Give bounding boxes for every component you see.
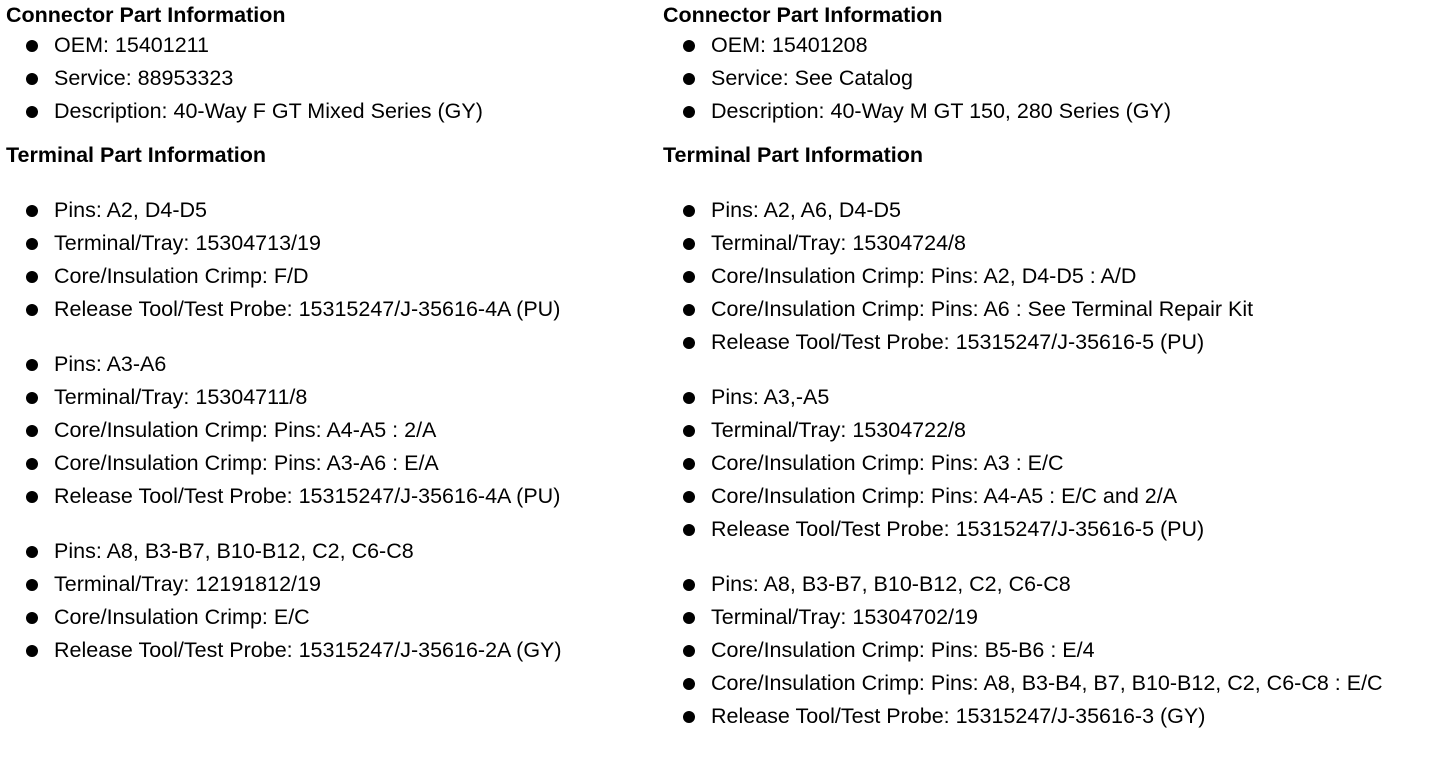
terminal-tray: Terminal/Tray: 15304711/8 (6, 381, 656, 414)
connector-part-information-heading: Connector Part Information (663, 3, 943, 27)
connector-service: Service: 88953323 (6, 62, 656, 95)
connector-oem: OEM: 15401211 (6, 29, 656, 62)
terminal-groups (6, 194, 656, 667)
terminal-crimp: Core/Insulation Crimp: Pins: B5-B6 : E/4 (663, 634, 1453, 667)
terminal-pins: Pins: A3,-A5 (663, 381, 1453, 414)
terminal-tray: Terminal/Tray: 15304724/8 (663, 227, 1453, 260)
terminal-crimp: Core/Insulation Crimp: Pins: A2, D4-D5 : A/D (663, 260, 1453, 293)
terminal-pins: Pins: A8, B3-B7, B10-B12, C2, C6-C8 (6, 535, 656, 568)
terminal-crimp: Core/Insulation Crimp: Pins: A4-A5 : E/C and 2/A (663, 480, 1453, 513)
terminal-part-information-heading: Terminal Part Information (6, 143, 267, 167)
terminal-pins: Pins: A2, A6, D4-D5 (663, 194, 1453, 227)
terminal-group (663, 568, 1453, 733)
terminal-crimp: Core/Insulation Crimp: Pins: A8, B3-B4, B7, B10-B12, C2, C6-C8 : E/C (663, 667, 1441, 700)
terminal-release-tool: Release Tool/Test Probe: 15315247/J-35616-4A (PU) (6, 293, 656, 326)
right-column (663, 0, 1453, 733)
terminal-group (6, 348, 656, 513)
connector-info-list (6, 29, 656, 128)
terminal-part-information-heading: Terminal Part Information (663, 143, 924, 167)
terminal-release-tool: Release Tool/Test Probe: 15315247/J-35616-2A (GY) (6, 634, 594, 667)
terminal-release-tool: Release Tool/Test Probe: 15315247/J-35616-4A (PU) (6, 480, 656, 513)
connector-description: Description: 40-Way F GT Mixed Series (GY) (6, 95, 656, 128)
terminal-pins: Pins: A3-A6 (6, 348, 656, 381)
terminal-release-tool: Release Tool/Test Probe: 15315247/J-35616-5 (PU) (663, 513, 1453, 546)
terminal-tray: Terminal/Tray: 12191812/19 (6, 568, 656, 601)
connector-info-list (663, 29, 1453, 128)
terminal-crimp: Core/Insulation Crimp: Pins: A6 : See Terminal Repair Kit (663, 293, 1453, 326)
terminal-tray: Terminal/Tray: 15304722/8 (663, 414, 1453, 447)
connector-part-information-heading: Connector Part Information (6, 3, 286, 27)
connector-description: Description: 40-Way M GT 150, 280 Series (GY) (663, 95, 1453, 128)
terminal-pins: Pins: A2, D4-D5 (6, 194, 656, 227)
terminal-release-tool: Release Tool/Test Probe: 15315247/J-35616-3 (GY) (663, 700, 1453, 733)
terminal-group (663, 381, 1453, 546)
left-column (6, 0, 656, 667)
terminal-tray: Terminal/Tray: 15304702/19 (663, 601, 1453, 634)
terminal-crimp: Core/Insulation Crimp: E/C (6, 601, 656, 634)
terminal-crimp: Core/Insulation Crimp: F/D (6, 260, 656, 293)
terminal-groups (663, 194, 1453, 733)
connector-oem: OEM: 15401208 (663, 29, 1453, 62)
terminal-tray: Terminal/Tray: 15304713/19 (6, 227, 656, 260)
terminal-crimp: Core/Insulation Crimp: Pins: A4-A5 : 2/A (6, 414, 656, 447)
terminal-crimp: Core/Insulation Crimp: Pins: A3-A6 : E/A (6, 447, 656, 480)
terminal-group (663, 194, 1453, 359)
terminal-release-tool: Release Tool/Test Probe: 15315247/J-35616-5 (PU) (663, 326, 1453, 359)
terminal-crimp: Core/Insulation Crimp: Pins: A3 : E/C (663, 447, 1453, 480)
connector-service: Service: See Catalog (663, 62, 1453, 95)
terminal-group (6, 194, 656, 326)
terminal-group (6, 535, 656, 667)
terminal-pins: Pins: A8, B3-B7, B10-B12, C2, C6-C8 (663, 568, 1453, 601)
